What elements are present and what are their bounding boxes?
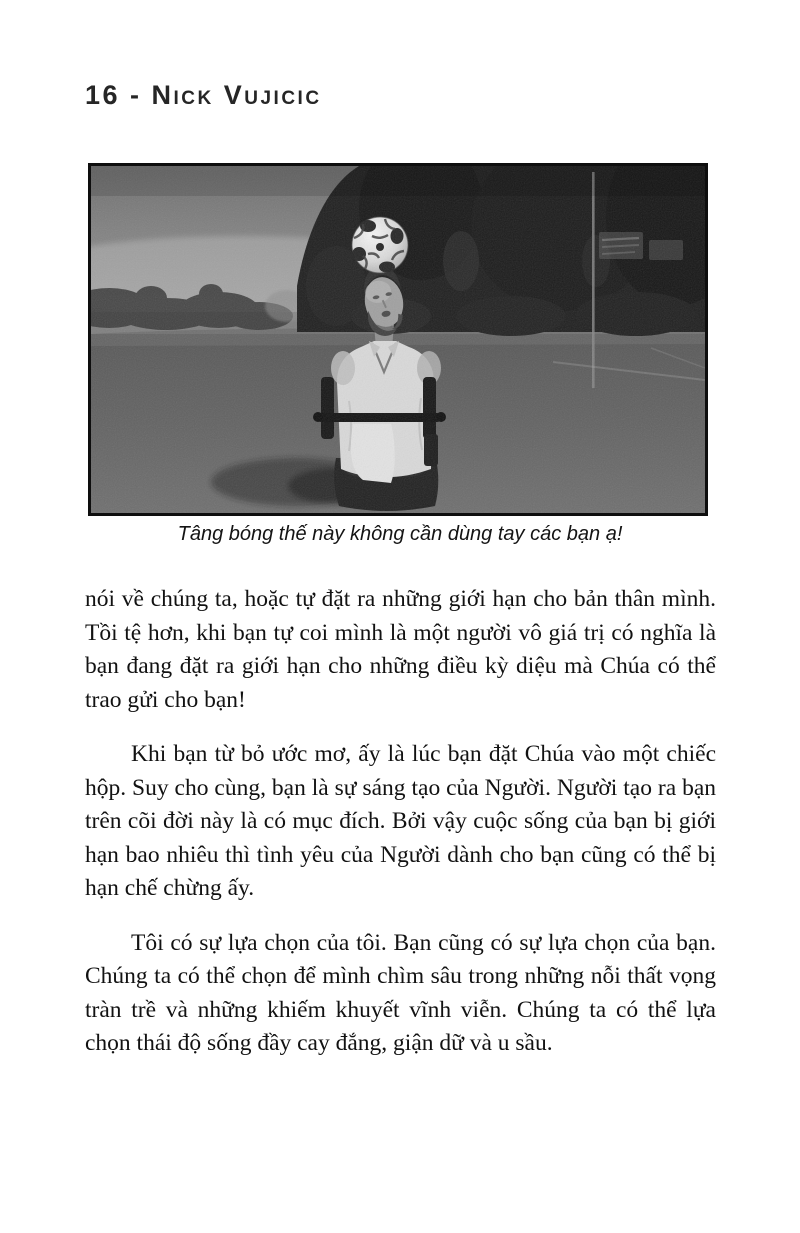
photo-grain: [91, 166, 705, 513]
photo-top-shade: [91, 166, 705, 196]
body-text: [85, 583, 716, 1061]
photo-caption: Tâng bóng thế này không cần dùng tay các bạn ạ!: [177, 523, 623, 545]
photo-illustration: [91, 166, 705, 513]
photo-frame: [88, 163, 708, 516]
page-header: [85, 80, 322, 111]
page-number-and-author: 16 - Nick Vujicic: [85, 80, 322, 110]
paragraph: Tôi có sự lựa chọn của tôi. Bạn cũng có sự lựa chọn của bạn. Chúng ta có thể chọn để mình chìm sâu trong những nỗi thất vọng tràn trề và những khiếm khuyết vĩnh viễn. Chúng ta có thể lựa chọn thái độ sống đầy cay đắng, giận dữ và u sầu.: [85, 929, 716, 1056]
paragraph: nói về chúng ta, hoặc tự đặt ra những giới hạn cho bản thân mình. Tồi tệ hơn, khi bạn tự coi mình là một người vô giá trị có nghĩa là bạn đang đặt ra giới hạn cho những điều kỳ diệu mà Chúa có thể trao gửi cho bạn!: [85, 586, 716, 713]
paragraph: Khi bạn từ bỏ ước mơ, ấy là lúc bạn đặt Chúa vào một chiếc hộp. Suy cho cùng, bạn là sự sáng tạo của Người. Người tạo ra bạn trên cõi đời này là có mục đích. Bởi vậy cuộc sống của bạn bị giới hạn bao nhiêu thì tình yêu của Người dành cho bạn cũng có thể bị hạn chế chừng ấy.: [85, 741, 716, 901]
